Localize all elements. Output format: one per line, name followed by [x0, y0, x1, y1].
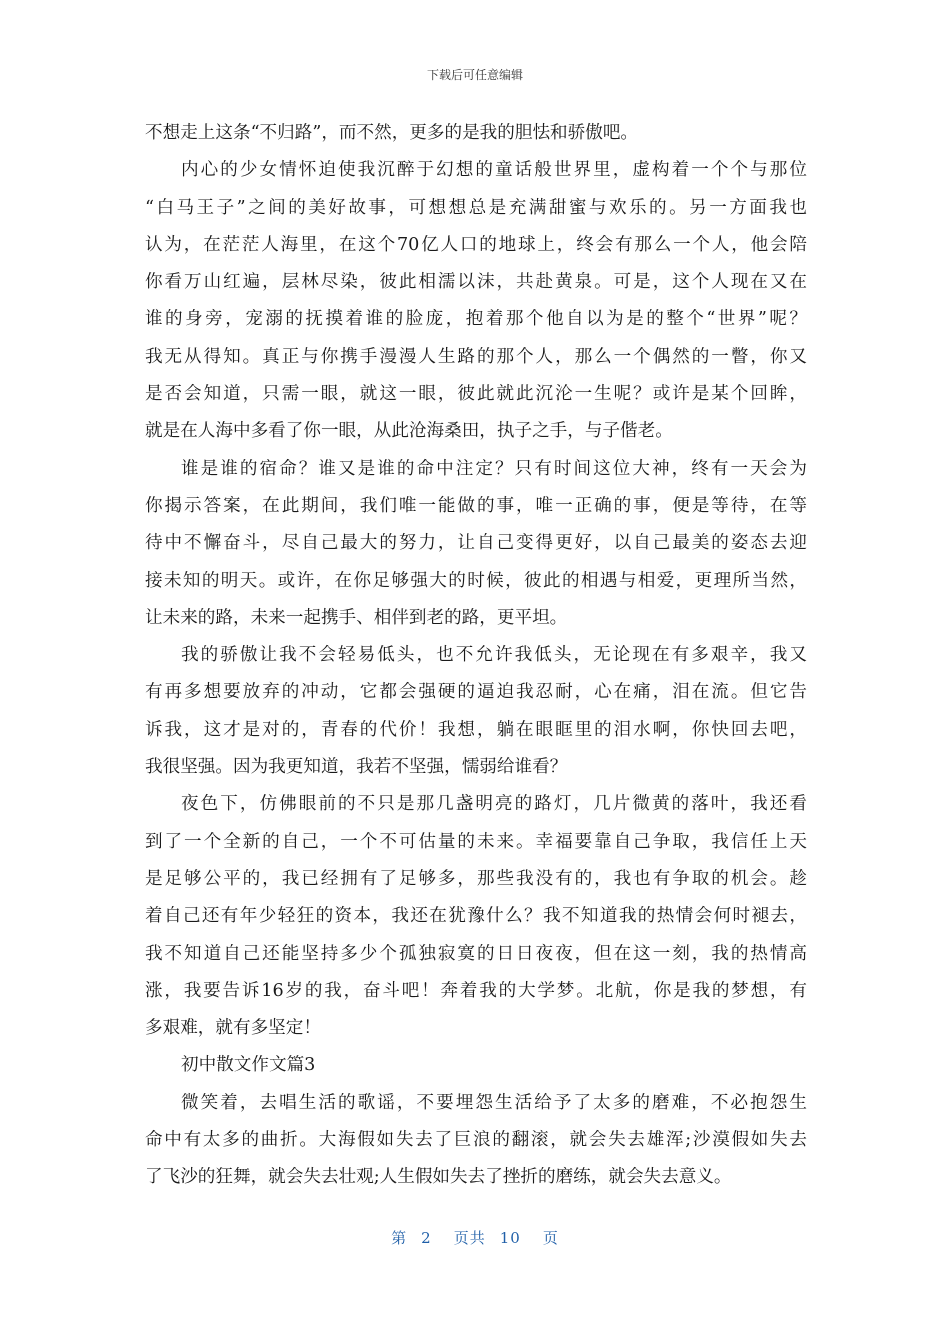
footer-page-number: 2 — [421, 1229, 432, 1247]
text-line: 待中不懈奋斗，尽自己最大的努力，让自己变得更好，以自己最美的姿态去迎 — [145, 533, 807, 554]
text-line: 有再多想要放弃的冲动，它都会强硬的逼迫我忍耐，心在痛，泪在流。但它告 — [145, 682, 807, 703]
text-line: 多艰难，就有多坚定！ — [145, 1018, 321, 1039]
text-line: 涨，我要告诉16岁的我，奋斗吧！奔着我的大学梦。北航，你是我的梦想，有 — [145, 980, 807, 1001]
text-line: 是否会知道，只需一眼，就这一眼，彼此就此沉沦一生呢？或许是某个回眸， — [145, 384, 807, 405]
footer-suffix: 页 — [542, 1229, 559, 1247]
text-line: 我很坚强。因为我更知道，我若不坚强，懦弱给谁看？ — [145, 757, 568, 778]
text-line: 你揭示答案，在此期间，我们唯一能做的事，唯一正确的事，便是等待，在等 — [145, 495, 807, 516]
text-line: “白马王子”之间的美好故事，可想想总是充满甜蜜与欢乐的。另一方面我也 — [145, 197, 807, 218]
text-line: 我无从得知。真正与你携手漫漫人生路的那个人，那么一个偶然的一瞥，你又 — [145, 346, 807, 367]
document-body — [145, 115, 807, 1197]
text-line: 我的骄傲让我不会轻易低头，也不允许我低头，无论现在有多艰辛，我又 — [181, 645, 807, 666]
text-line: 就是在人海中多看了你一眼，从此沧海桑田，执子之手，与子偕老。 — [145, 421, 673, 442]
text-line: 谁是谁的宿命？谁又是谁的命中注定？只有时间这位大神，终有一天会为 — [181, 458, 807, 479]
text-line: 诉我，这才是对的，青春的代价！我想，躺在眼眶里的泪水啊，你快回去吧， — [145, 719, 807, 740]
footer-middle: 页共 — [453, 1229, 486, 1247]
text-line: 谁的身旁，宠溺的抚摸着谁的脸庞，抱着那个他自以为是的整个“世界”呢？ — [145, 309, 807, 330]
text-line: 不想走上这条“不归路”，而不然，更多的是我的胆怯和骄傲吧。 — [145, 123, 639, 143]
page-footer — [0, 1227, 950, 1248]
footer-prefix: 第 — [391, 1229, 408, 1247]
text-line: 你看万山红遍，层林尽染，彼此相濡以沫，共赴黄泉。可是，这个人现在又在 — [145, 272, 807, 293]
text-line: 认为，在茫茫人海里，在这个70亿人口的地球上，终会有那么一个人，他会陪 — [145, 234, 807, 255]
text-line: 接未知的明天。或许，在你足够强大的时候，彼此的相遇与相爱，更理所当然， — [145, 570, 807, 591]
text-line: 命中有太多的曲折。大海假如失去了巨浪的翻滚，就会失去雄浑;沙漠假如失去 — [145, 1130, 807, 1151]
text-line: 让未来的路，未来一起携手、相伴到老的路，更平坦。 — [145, 607, 568, 628]
text-line: 微笑着，去唱生活的歌谣，不要埋怨生活给予了太多的磨难，不必抱怨生 — [181, 1092, 807, 1113]
text-line: 到了一个全新的自己，一个不可估量的未来。幸福要靠自己争取，我信任上天 — [145, 831, 807, 852]
text-line: 是足够公平的，我已经拥有了足够多，那些我没有的，我也有争取的机会。趁 — [145, 868, 807, 889]
text-line: 着自己还有年少轻狂的资本，我还在犹豫什么？我不知道我的热情会何时褪去， — [145, 906, 807, 927]
section-heading: 初中散文作文篇3 — [181, 1055, 316, 1076]
text-line: 了飞沙的狂舞，就会失去壮观;人生假如失去了挫折的磨练，就会失去意义。 — [145, 1167, 732, 1188]
page-header: 下载后可任意编辑 — [426, 68, 523, 82]
footer-total-pages: 10 — [499, 1229, 521, 1247]
text-line: 我不知道自己还能坚持多少个孤独寂寞的日日夜夜，但在这一刻，我的热情高 — [145, 943, 807, 964]
text-line: 夜色下，仿佛眼前的不只是那几盏明亮的路灯，几片微黄的落叶，我还看 — [181, 794, 807, 815]
text-line: 内心的少女情怀迫使我沉醉于幻想的童话般世界里，虚构着一个个与那位 — [181, 160, 807, 181]
